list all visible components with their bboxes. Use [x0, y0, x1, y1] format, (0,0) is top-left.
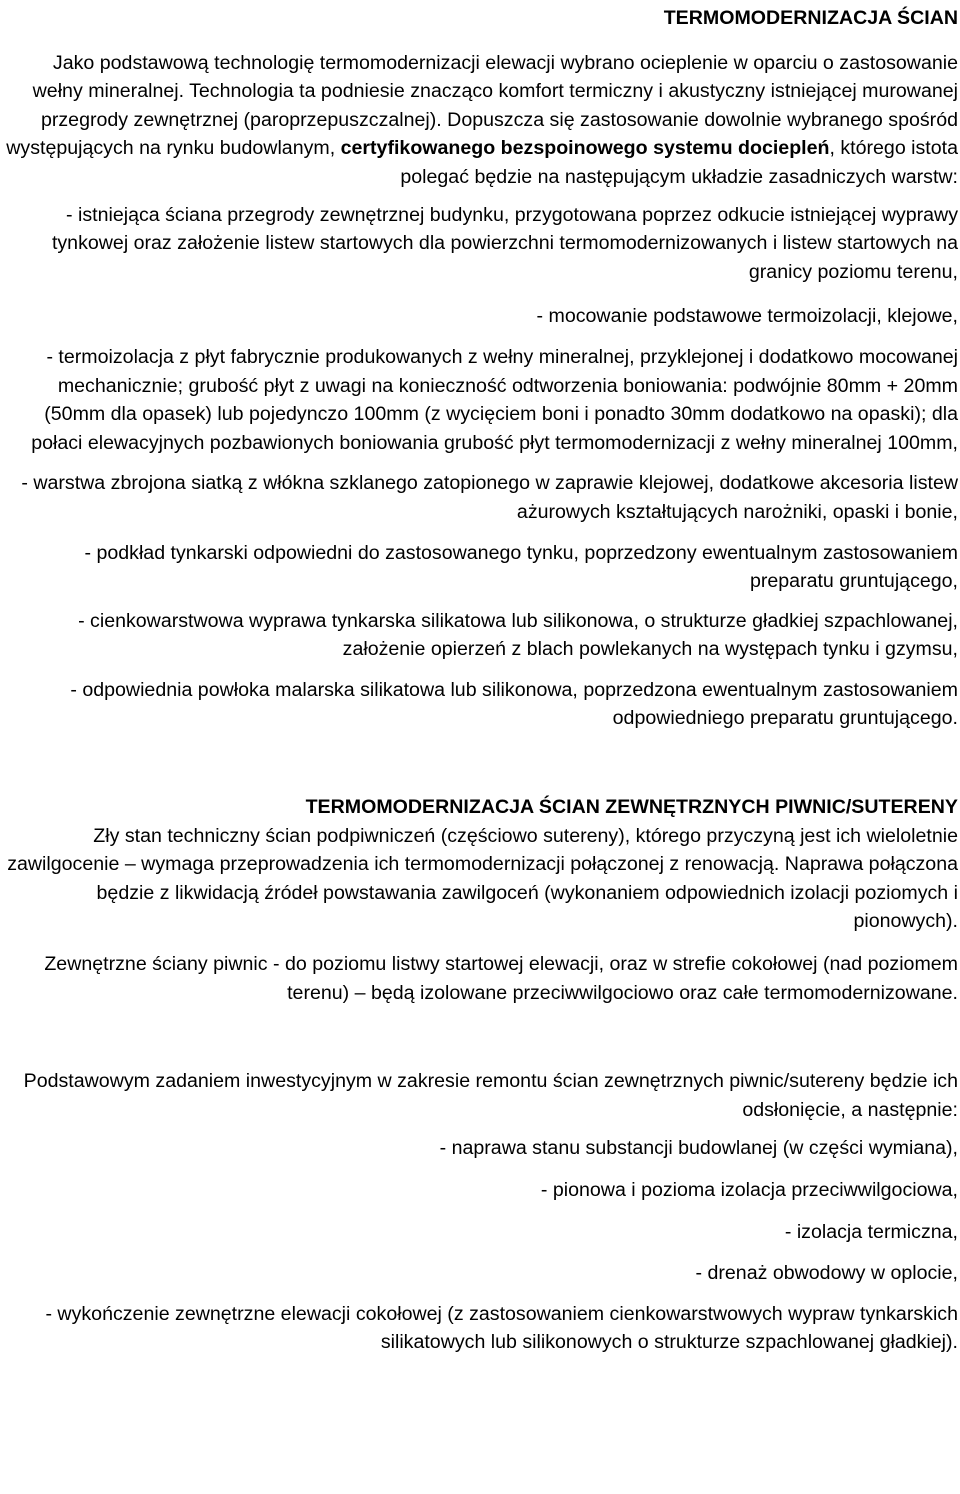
intro-text-part2: , którego istota polegać będzie na następującym układzie zasadniczych warstw: [400, 137, 958, 188]
layer-item: - termoizolacja z płyt fabrycznie produkowanych z wełny mineralnej, przyklejonej i dodatkowo mocowanej mechanicznie; grubość płyt z uwagi na konieczność odtworzenia boniowania: podwójnie 80mm + 20mm (50mm dla opasek) lub pojedynczo 100mm (z wycięciem boni i ponadto 30mm dodatkowo na opaski); dla połaci elewacyjnych pozbawionych boniowania grubość płyt termomodernizacji z wełny mineralnej 100mm, [31, 345, 958, 454]
section-heading-wall-thermomodernization: TERMOMODERNIZACJA ŚCIAN [663, 7, 958, 29]
layer-item: - odpowiednia powłoka malarska silikatowa lub silikonowa, poprzedzona ewentualnym zastosowaniem odpowiedniego preparatu gruntującego. [70, 678, 958, 730]
intro-paragraph [0, 49, 958, 192]
task-item: - pionowa i pozioma izolacja przeciwwilgociowa, [540, 1179, 958, 1201]
layer-item: - cienkowarstwowa wyprawa tynkarska silikatowa lub silikonowa, o strukturze gładkiej szpachlowanej, założenie opierzeń z blach powlekanych na występach tynku i gzymsu, [78, 609, 958, 661]
basement-paragraph-tasks-intro: Podstawowym zadaniem inwestycyjnym w zakresie remontu ścian zewnętrznych piwnic/sutereny będzie ich odsłonięcie, a następnie: [23, 1070, 958, 1121]
layer-item: - podkład tynkarski odpowiedni do zastosowanego tynku, poprzedzony ewentualnym zastosowaniem preparatu gruntującego, [84, 541, 958, 593]
task-item: - izolacja termiczna, [784, 1220, 958, 1243]
section-heading-basement-walls: TERMOMODERNIZACJA ŚCIAN ZEWNĘTRZNYCH PIWNIC/SUTERENY [305, 796, 958, 819]
task-item: - wykończenie zewnętrzne elewacji cokołowej (z zastosowaniem cienkowarstwowych wypraw tynkarskich silikatowych lub silikonowych o strukturze szpachlowanej gładkiej). [45, 1302, 958, 1354]
intro-bold-system: certyfikowanego bezspoinowego systemu dociepleń [340, 137, 830, 160]
task-item: - naprawa stanu substancji budowlanej (w części wymiana), [439, 1137, 958, 1160]
intro-text-part1: Jako podstawową technologię termomodernizacji elewacji wybrano ocieplenie w oparciu o zastosowanie wełny mineralnej. Technologia ta podniesie znacząco komfort termiczny i akustyczny istniejącej murowanej przegrody zewnętrznej (paroprzepuszczalnej). Dopuszcza się zastosowanie dowolnie wybranego spośród występujących na rynku budowlanym, [6, 51, 958, 160]
layer-item: - mocowanie podstawowe termoizolacji, klejowe, [536, 305, 958, 328]
layer-item: - istniejąca ściana przegrody zewnętrznej budynku, przygotowana poprzez odkucie istniejącej wyprawy tynkowej oraz założenie listew startowych dla powierzchni termomodernizowanych i listew startowych na granicy poziomu terenu, [51, 203, 958, 283]
basement-paragraph-condition: Zły stan techniczny ścian podpiwniczeń (częściowo sutereny), którego przyczyną jest ich wieloletnie zawilgocenie – wymaga przeprowadzenia ich termomodernizacji połączonej z renowacją. Naprawa połączona będzie z likwidacją źródeł powstawania zawilgoceń (wykonaniem odpowiednich izolacji poziomych i pionowych). [7, 824, 958, 933]
basement-paragraph-insulation: Zewnętrzne ściany piwnic - do poziomu listwy startowej elewacji, oraz w strefie cokołowej (nad poziomem terenu) – będą izolowane przeciwwilgociowo oraz całe termomodernizowane. [44, 953, 958, 1004]
layer-item: - warstwa zbrojona siatką z włókna szklanego zatopionego w zaprawie klejowej, dodatkowe akcesoria listew ażurowych kształtujących narożniki, opaski i bonie, [21, 472, 958, 523]
task-item: - drenaż obwodowy w oplocie, [695, 1262, 958, 1285]
